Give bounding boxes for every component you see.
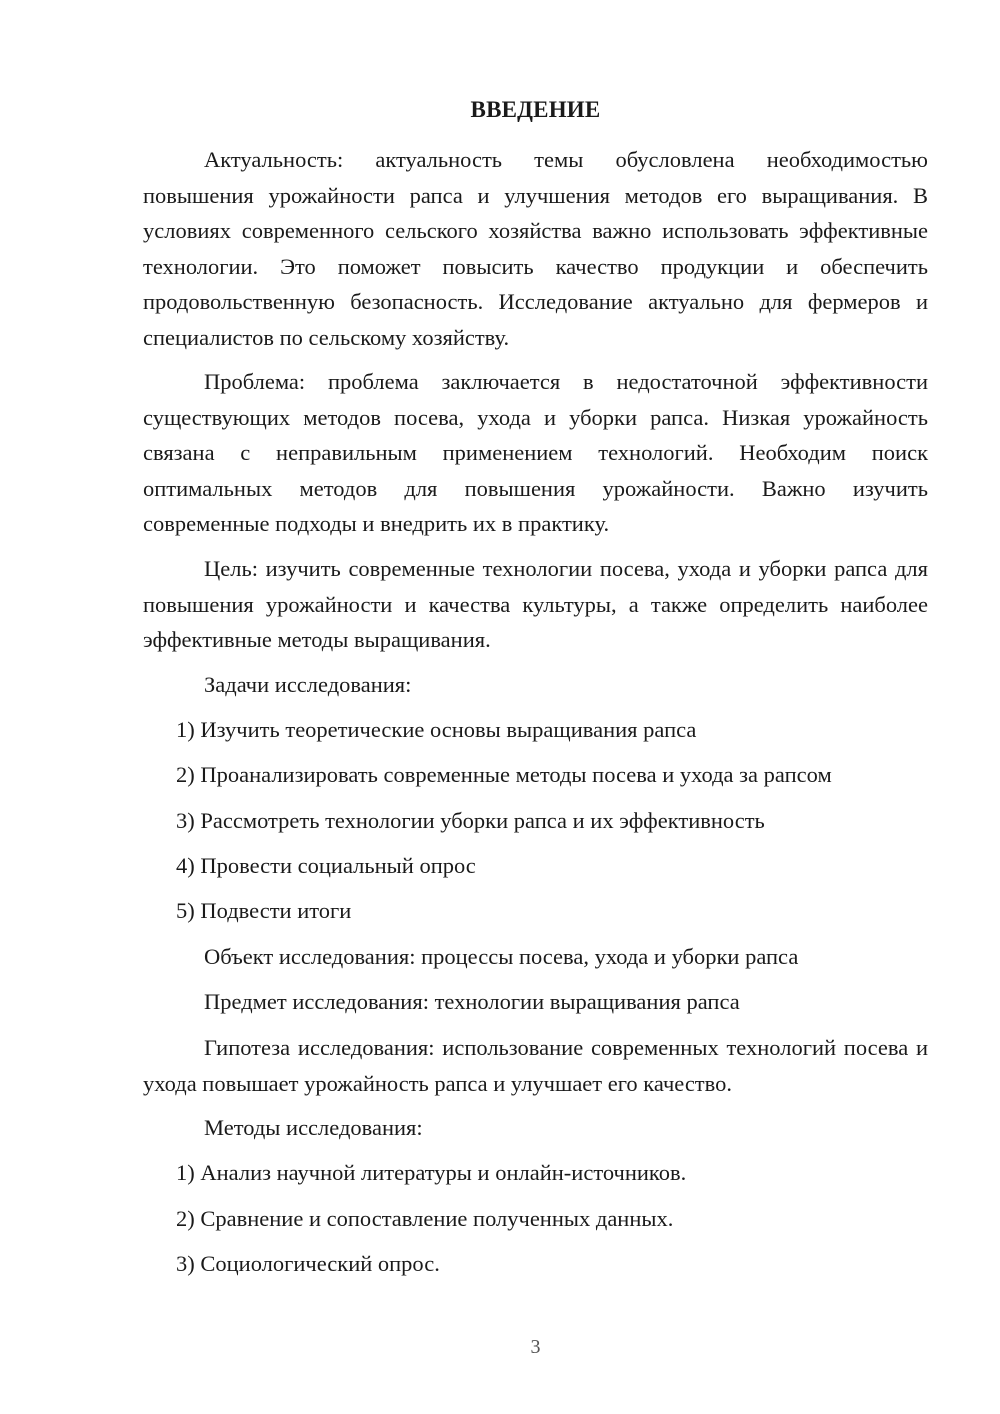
problem-paragraph: Проблема: проблема заключается в недостаточной эффективности существующих методов посева, ухода и уборки рапса. Низкая урожайность связана с неправильным применением технологий. Необходим поиск оптимальных методов для повышения урожайности. Важно изучить современные подходы и внедрить их в практику. <box>143 369 928 536</box>
relevance-paragraph: Актуальность: актуальность темы обусловлена необходимостью повышения урожайности рапса и улучшения методов его выращивания. В условиях современного сельского хозяйства важно использовать эффективные технологии. Это поможет повысить качество продукции и обеспечить продовольственную безопасность. Исследование актуально для фермеров и специалистов по сельскому хозяйству. <box>143 147 928 350</box>
goal-paragraph: Цель: изучить современные технологии посева, ухода и уборки рапса для повышения урожайности и качества культуры, а также определить наиболее эффективные методы выращивания. <box>143 556 928 652</box>
method-item: 3) Социологический опрос. <box>176 1251 440 1276</box>
page-number: 3 <box>530 1336 541 1358</box>
method-item: 1) Анализ научной литературы и онлайн-источников. <box>176 1160 687 1185</box>
task-item: 3) Рассмотреть технологии уборки рапса и их эффективность <box>176 808 765 833</box>
subject-line: Предмет исследования: технологии выращивания рапса <box>204 989 740 1014</box>
methods-heading: Методы исследования: <box>204 1115 423 1140</box>
task-item: 2) Проанализировать современные методы посева и ухода за рапсом <box>176 762 832 787</box>
document-page <box>143 0 928 1414</box>
task-item: 1) Изучить теоретические основы выращивания рапса <box>176 717 697 742</box>
method-item: 2) Сравнение и сопоставление полученных данных. <box>176 1206 674 1231</box>
task-item: 4) Провести социальный опрос <box>176 853 476 878</box>
hypothesis-paragraph: Гипотеза исследования: использование современных технологий посева и ухода повышает урожайность рапса и улучшает его качество. <box>143 1035 928 1096</box>
page-title: ВВЕДЕНИЕ <box>470 97 601 122</box>
task-item: 5) Подвести итоги <box>176 898 352 923</box>
object-line: Объект исследования: процессы посева, ухода и уборки рапса <box>204 944 799 969</box>
tasks-heading: Задачи исследования: <box>204 672 412 697</box>
